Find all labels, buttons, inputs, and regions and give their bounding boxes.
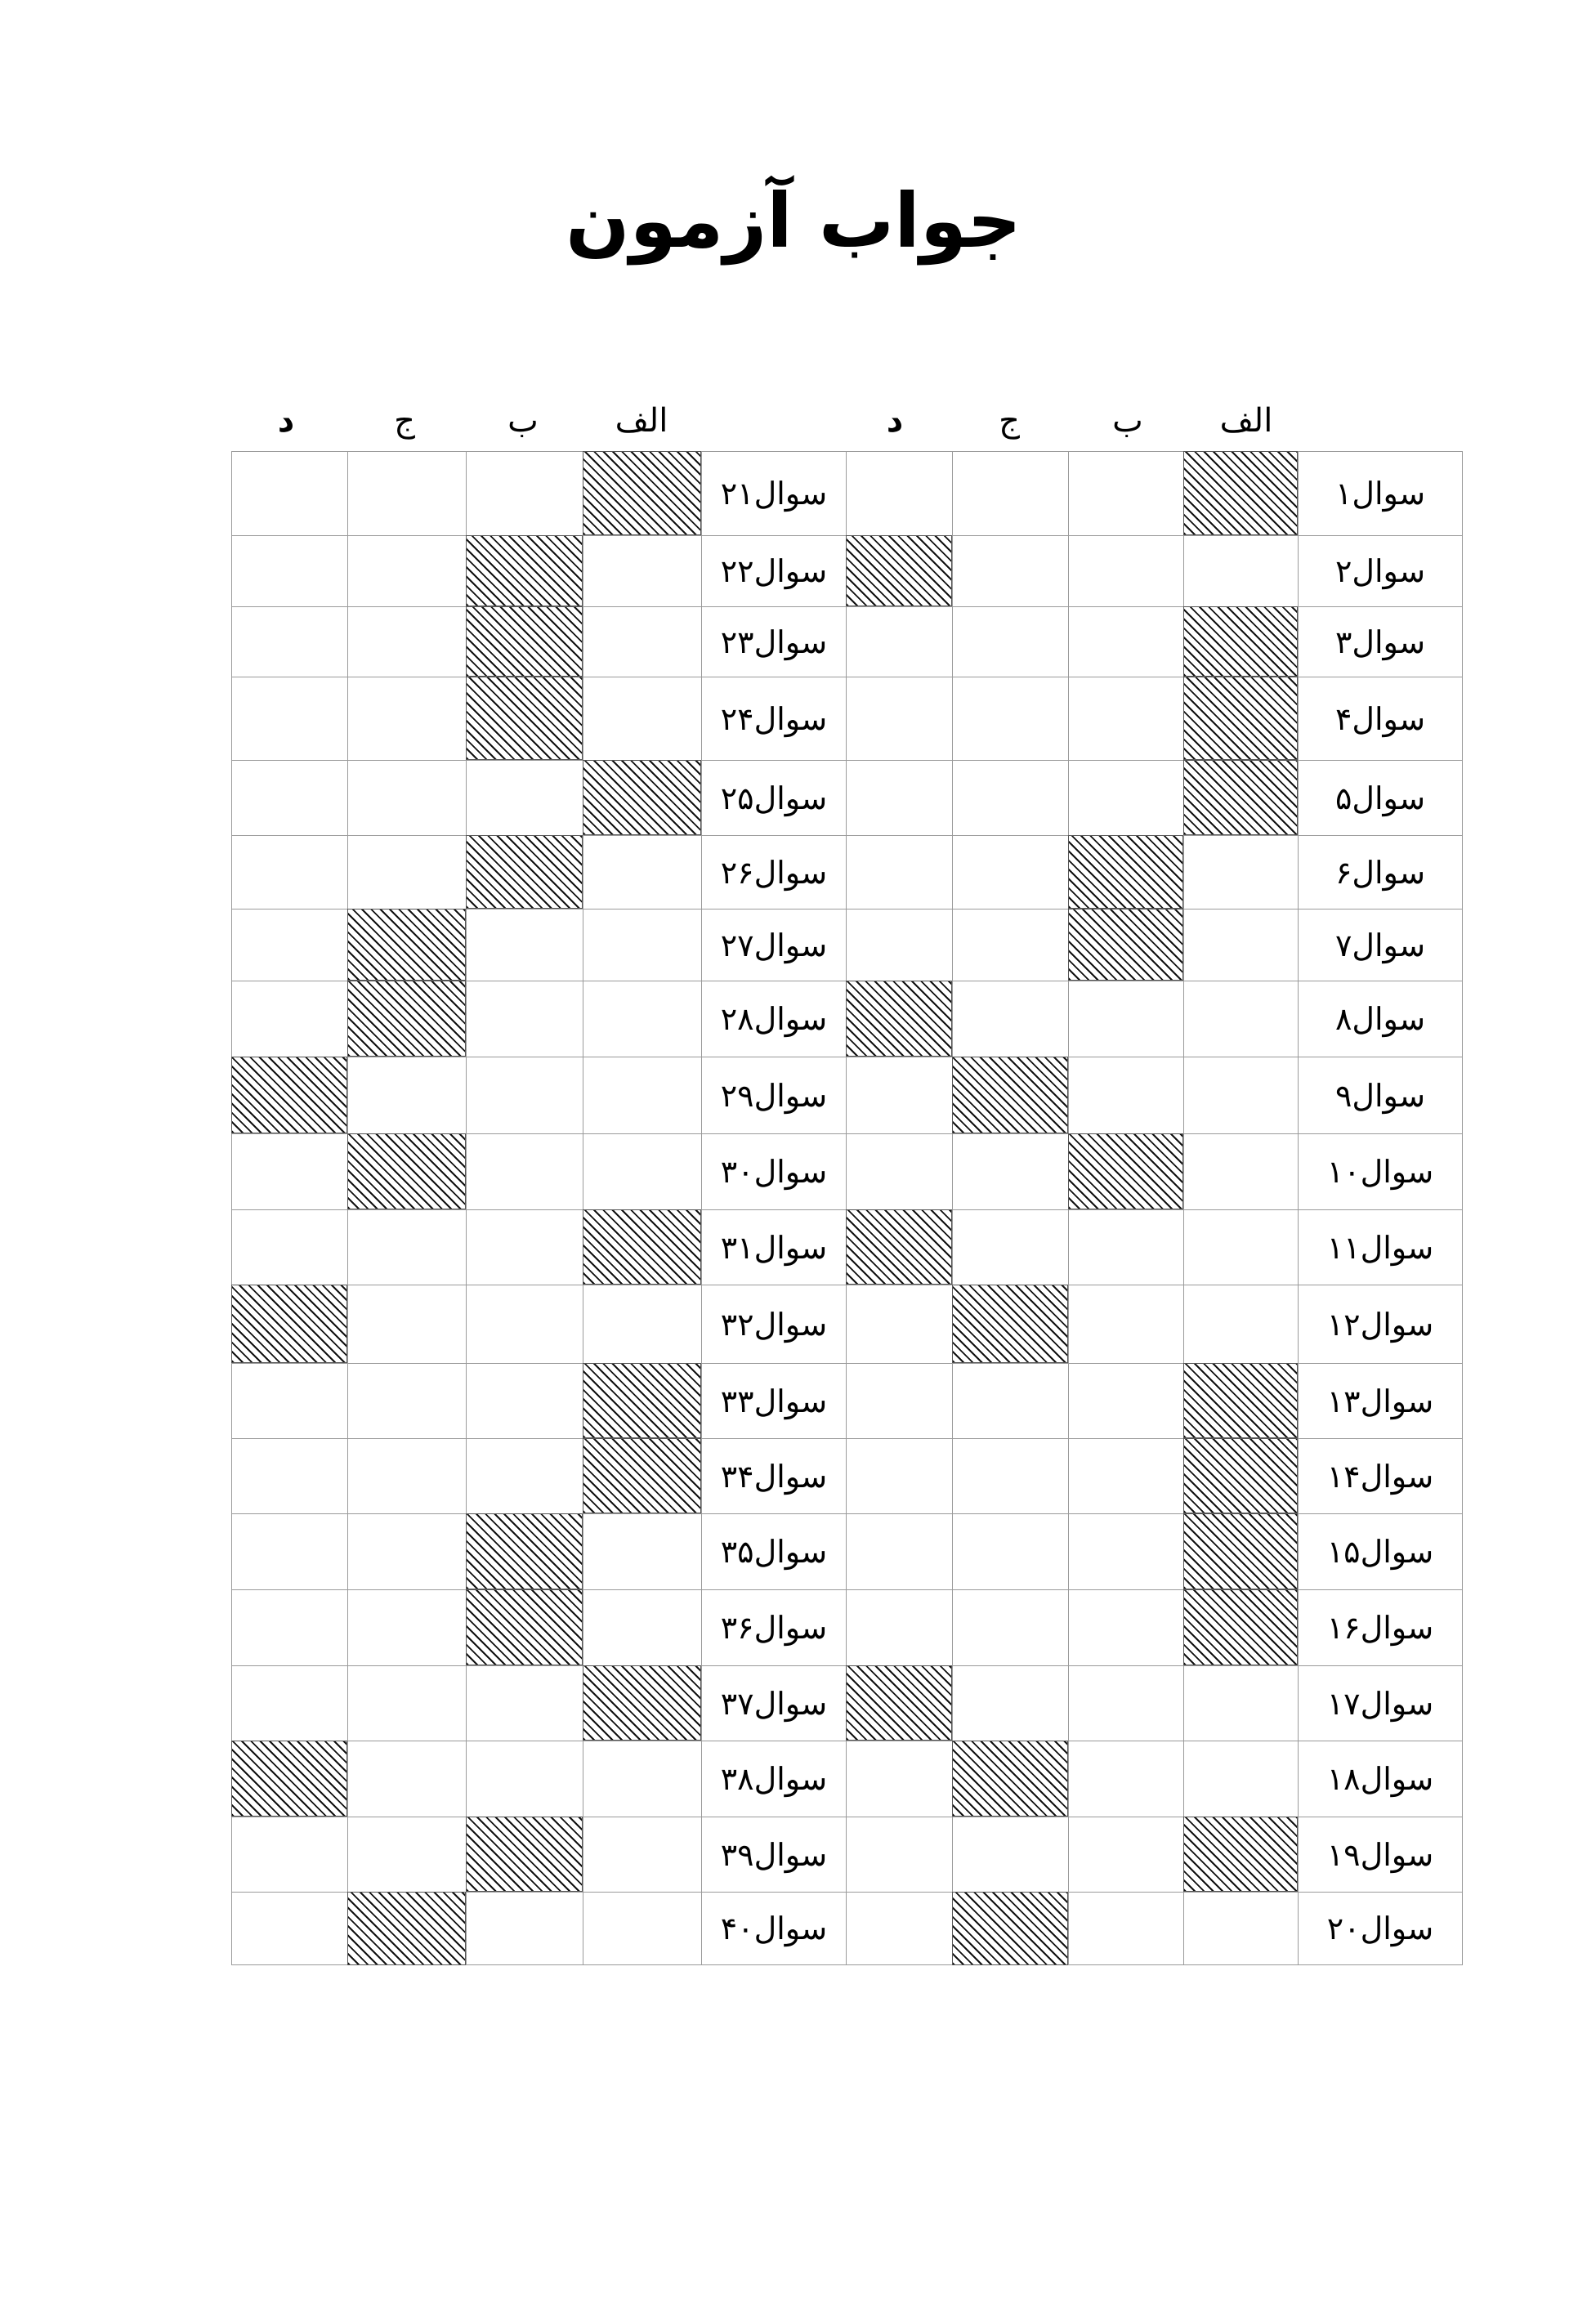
answer-cell-q18-opt2 (1068, 1741, 1183, 1817)
question-label-16: سوال۱۶ (1298, 1589, 1463, 1665)
answer-cell-q3-opt2 (1068, 606, 1183, 677)
question-label-1: سوال۱ (1298, 451, 1463, 535)
answer-cell-q32-opt3 (347, 1285, 466, 1363)
answer-cell-q4-opt2 (1068, 677, 1183, 760)
question-label-20: سوال۲۰ (1298, 1892, 1463, 1965)
answer-cell-q31-opt1-marked (583, 1209, 701, 1285)
question-label-21: سوال۲۱ (701, 451, 846, 535)
answer-cell-q36-opt3 (347, 1589, 466, 1665)
answer-cell-q40-opt2 (466, 1892, 583, 1965)
answer-cell-q4-opt4 (846, 677, 952, 760)
answer-cell-q30-opt3-marked (347, 1133, 466, 1209)
question-label-2: سوال۲ (1298, 535, 1463, 606)
answer-cell-q4-opt1-marked (1183, 677, 1298, 760)
answer-cell-q10-opt4 (846, 1133, 952, 1209)
answer-cell-q17-opt4-marked (846, 1665, 952, 1741)
question-label-26: سوال۲۶ (701, 835, 846, 909)
answer-cell-q21-opt3 (347, 451, 466, 535)
answer-cell-q38-opt1 (583, 1741, 701, 1817)
answer-cell-q5-opt1-marked (1183, 760, 1298, 835)
answer-cell-q7-opt1 (1183, 909, 1298, 981)
question-label-28: سوال۲۸ (701, 981, 846, 1057)
answer-cell-q35-opt2-marked (466, 1513, 583, 1589)
answer-cell-q40-opt4 (231, 1892, 347, 1965)
answer-cell-q2-opt1 (1183, 535, 1298, 606)
answer-cell-q22-opt4 (231, 535, 347, 606)
question-label-27: سوال۲۷ (701, 909, 846, 981)
answer-cell-q32-opt1 (583, 1285, 701, 1363)
question-label-14: سوال۱۴ (1298, 1438, 1463, 1513)
answer-cell-q14-opt4 (846, 1438, 952, 1513)
answer-cell-q6-opt3 (952, 835, 1068, 909)
answer-cell-q20-opt3-marked (952, 1892, 1068, 1965)
answer-cell-q15-opt3 (952, 1513, 1068, 1589)
answer-cell-q38-opt2 (466, 1741, 583, 1817)
answer-cell-q15-opt4 (846, 1513, 952, 1589)
answer-cell-q10-opt3 (952, 1133, 1068, 1209)
answer-cell-q39-opt2-marked (466, 1817, 583, 1892)
answer-cell-q39-opt1 (583, 1817, 701, 1892)
answer-cell-q21-opt4 (231, 451, 347, 535)
answer-cell-q26-opt3 (347, 835, 466, 909)
answer-cell-q8-opt1 (1183, 981, 1298, 1057)
answer-cell-q4-opt3 (952, 677, 1068, 760)
answer-cell-q35-opt3 (347, 1513, 466, 1589)
question-label-25: سوال۲۵ (701, 760, 846, 835)
question-label-18: سوال۱۸ (1298, 1741, 1463, 1817)
answer-cell-q28-opt2 (466, 981, 583, 1057)
answer-cell-q3-opt4 (846, 606, 952, 677)
answer-cell-q1-opt1-marked (1183, 451, 1298, 535)
answer-cell-q26-opt4 (231, 835, 347, 909)
answer-cell-q19-opt2 (1068, 1817, 1183, 1892)
answer-cell-q37-opt3 (347, 1665, 466, 1741)
question-label-6: سوال۶ (1298, 835, 1463, 909)
answer-cell-q27-opt4 (231, 909, 347, 981)
answer-cell-q29-opt3 (347, 1057, 466, 1133)
answer-cell-q25-opt2 (466, 760, 583, 835)
answer-cell-q36-opt2-marked (466, 1589, 583, 1665)
question-label-7: سوال۷ (1298, 909, 1463, 981)
answer-cell-q39-opt3 (347, 1817, 466, 1892)
answer-cell-q6-opt2-marked (1068, 835, 1183, 909)
answer-cell-q24-opt1 (583, 677, 701, 760)
answer-cell-q7-opt2-marked (1068, 909, 1183, 981)
answer-cell-q20-opt1 (1183, 1892, 1298, 1965)
answer-cell-q13-opt3 (952, 1363, 1068, 1438)
answer-cell-q29-opt1 (583, 1057, 701, 1133)
answer-cell-q30-opt1 (583, 1133, 701, 1209)
answer-cell-q6-opt4 (846, 835, 952, 909)
answer-cell-q6-opt1 (1183, 835, 1298, 909)
answer-cell-q39-opt4 (231, 1817, 347, 1892)
right-header-be: ب (1112, 402, 1143, 440)
answer-cell-q33-opt4 (231, 1363, 347, 1438)
answer-cell-q18-opt4 (846, 1741, 952, 1817)
right-header-jim: ج (999, 402, 1020, 440)
answer-cell-q16-opt3 (952, 1589, 1068, 1665)
question-label-31: سوال۳۱ (701, 1209, 846, 1285)
question-label-12: سوال۱۲ (1298, 1285, 1463, 1363)
answer-cell-q23-opt4 (231, 606, 347, 677)
question-label-39: سوال۳۹ (701, 1817, 846, 1892)
answer-cell-q40-opt3-marked (347, 1892, 466, 1965)
answer-cell-q23-opt2-marked (466, 606, 583, 677)
answer-cell-q18-opt1 (1183, 1741, 1298, 1817)
question-label-17: سوال۱۷ (1298, 1665, 1463, 1741)
left-header-be: ب (507, 402, 539, 440)
answer-cell-q33-opt1-marked (583, 1363, 701, 1438)
question-label-36: سوال۳۶ (701, 1589, 846, 1665)
answer-cell-q35-opt1 (583, 1513, 701, 1589)
answer-cell-q16-opt1-marked (1183, 1589, 1298, 1665)
answer-cell-q27-opt1 (583, 909, 701, 981)
answer-cell-q27-opt3-marked (347, 909, 466, 981)
answer-cell-q9-opt1 (1183, 1057, 1298, 1133)
answer-cell-q20-opt2 (1068, 1892, 1183, 1965)
question-label-24: سوال۲۴ (701, 677, 846, 760)
answer-cell-q14-opt3 (952, 1438, 1068, 1513)
answer-cell-q21-opt1-marked (583, 451, 701, 535)
question-label-38: سوال۳۸ (701, 1741, 846, 1817)
answer-cell-q33-opt2 (466, 1363, 583, 1438)
answer-cell-q13-opt1-marked (1183, 1363, 1298, 1438)
answer-cell-q12-opt1 (1183, 1285, 1298, 1363)
answer-cell-q11-opt2 (1068, 1209, 1183, 1285)
answer-cell-q3-opt3 (952, 606, 1068, 677)
answer-cell-q34-opt3 (347, 1438, 466, 1513)
question-label-15: سوال۱۵ (1298, 1513, 1463, 1589)
answer-cell-q21-opt2 (466, 451, 583, 535)
answer-cell-q9-opt3-marked (952, 1057, 1068, 1133)
answer-cell-q16-opt2 (1068, 1589, 1183, 1665)
answer-cell-q13-opt4 (846, 1363, 952, 1438)
answer-cell-q28-opt3-marked (347, 981, 466, 1057)
question-label-23: سوال۲۳ (701, 606, 846, 677)
answer-cell-q40-opt1 (583, 1892, 701, 1965)
answer-cell-q16-opt4 (846, 1589, 952, 1665)
answer-cell-q20-opt4 (846, 1892, 952, 1965)
answer-cell-q23-opt3 (347, 606, 466, 677)
answer-cell-q31-opt4 (231, 1209, 347, 1285)
answer-cell-q11-opt3 (952, 1209, 1068, 1285)
page-title: جواب آزمون (566, 177, 1021, 265)
answer-cell-q26-opt2-marked (466, 835, 583, 909)
answer-cell-q2-opt4-marked (846, 535, 952, 606)
answer-cell-q8-opt3 (952, 981, 1068, 1057)
question-label-29: سوال۲۹ (701, 1057, 846, 1133)
answer-cell-q19-opt1-marked (1183, 1817, 1298, 1892)
answer-cell-q35-opt4 (231, 1513, 347, 1589)
answer-cell-q19-opt3 (952, 1817, 1068, 1892)
answer-cell-q32-opt4-marked (231, 1285, 347, 1363)
answer-cell-q29-opt2 (466, 1057, 583, 1133)
answer-cell-q25-opt3 (347, 760, 466, 835)
answer-cell-q12-opt3-marked (952, 1285, 1068, 1363)
answer-cell-q8-opt4-marked (846, 981, 952, 1057)
answer-cell-q17-opt1 (1183, 1665, 1298, 1741)
left-header-dal: د (277, 402, 295, 440)
question-label-37: سوال۳۷ (701, 1665, 846, 1741)
answer-cell-q25-opt1-marked (583, 760, 701, 835)
left-header-alef: الف (615, 402, 668, 440)
answer-cell-q37-opt1-marked (583, 1665, 701, 1741)
answer-cell-q10-opt2-marked (1068, 1133, 1183, 1209)
question-label-10: سوال۱۰ (1298, 1133, 1463, 1209)
answer-cell-q22-opt2-marked (466, 535, 583, 606)
answer-cell-q30-opt2 (466, 1133, 583, 1209)
answer-cell-q36-opt1 (583, 1589, 701, 1665)
answer-cell-q9-opt2 (1068, 1057, 1183, 1133)
question-label-4: سوال۴ (1298, 677, 1463, 760)
answer-cell-q36-opt4 (231, 1589, 347, 1665)
answer-cell-q22-opt1 (583, 535, 701, 606)
answer-cell-q17-opt3 (952, 1665, 1068, 1741)
answer-cell-q17-opt2 (1068, 1665, 1183, 1741)
question-label-3: سوال۳ (1298, 606, 1463, 677)
answer-cell-q15-opt2 (1068, 1513, 1183, 1589)
answer-cell-q23-opt1 (583, 606, 701, 677)
answer-cell-q10-opt1 (1183, 1133, 1298, 1209)
answer-cell-q1-opt3 (952, 451, 1068, 535)
answer-cell-q25-opt4 (231, 760, 347, 835)
question-label-34: سوال۳۴ (701, 1438, 846, 1513)
answer-cell-q5-opt2 (1068, 760, 1183, 835)
answer-cell-q18-opt3-marked (952, 1741, 1068, 1817)
answer-cell-q19-opt4 (846, 1817, 952, 1892)
answer-cell-q1-opt2 (1068, 451, 1183, 535)
answer-cell-q28-opt1 (583, 981, 701, 1057)
question-label-30: سوال۳۰ (701, 1133, 846, 1209)
answer-cell-q7-opt4 (846, 909, 952, 981)
answer-cell-q1-opt4 (846, 451, 952, 535)
answer-cell-q29-opt4-marked (231, 1057, 347, 1133)
answer-cell-q37-opt2 (466, 1665, 583, 1741)
answer-cell-q38-opt4-marked (231, 1741, 347, 1817)
question-label-11: سوال۱۱ (1298, 1209, 1463, 1285)
question-label-33: سوال۳۳ (701, 1363, 846, 1438)
question-label-32: سوال۳۲ (701, 1285, 846, 1363)
answer-cell-q22-opt3 (347, 535, 466, 606)
answer-cell-q14-opt2 (1068, 1438, 1183, 1513)
answer-cell-q15-opt1-marked (1183, 1513, 1298, 1589)
answer-cell-q11-opt1 (1183, 1209, 1298, 1285)
question-label-22: سوال۲۲ (701, 535, 846, 606)
question-label-35: سوال۳۵ (701, 1513, 846, 1589)
answer-cell-q38-opt3 (347, 1741, 466, 1817)
question-label-8: سوال۸ (1298, 981, 1463, 1057)
answer-cell-q31-opt2 (466, 1209, 583, 1285)
answer-cell-q31-opt3 (347, 1209, 466, 1285)
answer-cell-q12-opt4 (846, 1285, 952, 1363)
answer-cell-q8-opt2 (1068, 981, 1183, 1057)
question-label-40: سوال۴۰ (701, 1892, 846, 1965)
answer-cell-q7-opt3 (952, 909, 1068, 981)
answer-cell-q3-opt1-marked (1183, 606, 1298, 677)
answer-cell-q9-opt4 (846, 1057, 952, 1133)
answer-cell-q26-opt1 (583, 835, 701, 909)
answer-cell-q2-opt2 (1068, 535, 1183, 606)
left-header-jim: ج (394, 402, 415, 440)
right-header-alef: الف (1219, 402, 1273, 440)
question-label-19: سوال۱۹ (1298, 1817, 1463, 1892)
answer-cell-q34-opt1-marked (583, 1438, 701, 1513)
answer-cell-q5-opt3 (952, 760, 1068, 835)
answer-cell-q24-opt2-marked (466, 677, 583, 760)
answer-cell-q11-opt4-marked (846, 1209, 952, 1285)
answer-cell-q24-opt3 (347, 677, 466, 760)
question-label-5: سوال۵ (1298, 760, 1463, 835)
answer-cell-q30-opt4 (231, 1133, 347, 1209)
answer-cell-q14-opt1-marked (1183, 1438, 1298, 1513)
answer-cell-q13-opt2 (1068, 1363, 1183, 1438)
answer-cell-q37-opt4 (231, 1665, 347, 1741)
answer-cell-q34-opt2 (466, 1438, 583, 1513)
answer-cell-q2-opt3 (952, 535, 1068, 606)
right-header-dal: د (886, 402, 904, 440)
question-label-13: سوال۱۳ (1298, 1363, 1463, 1438)
question-label-9: سوال۹ (1298, 1057, 1463, 1133)
answer-cell-q33-opt3 (347, 1363, 466, 1438)
answer-cell-q24-opt4 (231, 677, 347, 760)
answer-cell-q5-opt4 (846, 760, 952, 835)
answer-cell-q34-opt4 (231, 1438, 347, 1513)
answer-cell-q28-opt4 (231, 981, 347, 1057)
answer-cell-q32-opt2 (466, 1285, 583, 1363)
answer-cell-q27-opt2 (466, 909, 583, 981)
answer-cell-q12-opt2 (1068, 1285, 1183, 1363)
